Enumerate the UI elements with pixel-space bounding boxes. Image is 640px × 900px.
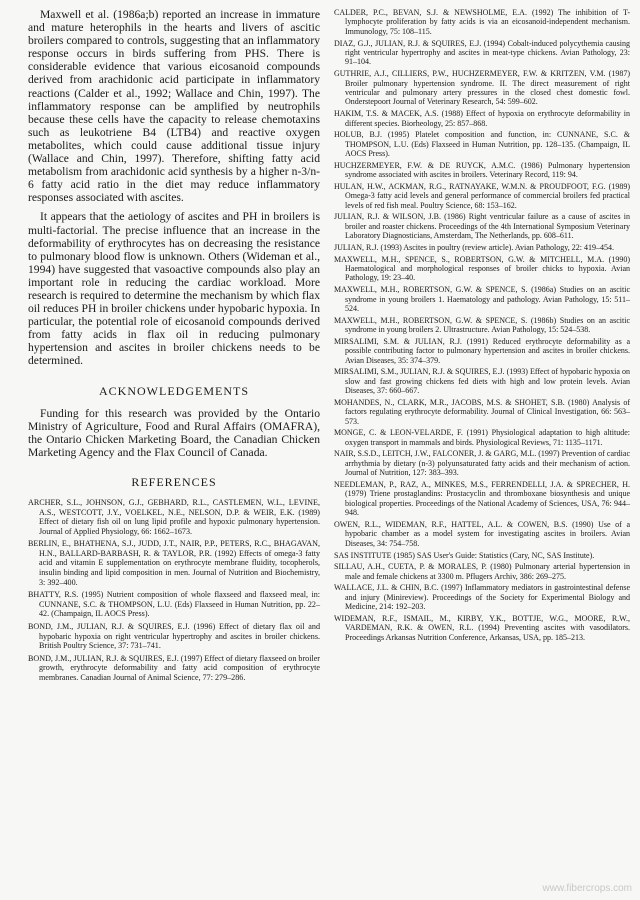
- reference-item: JULIAN, R.J. (1993) Ascites in poultry (review article). Avian Pathology, 22: 419–454.: [334, 242, 614, 252]
- body-paragraph-aetiology: It appears that the aetiology of ascites and PH in broilers is multi-factorial. The precise influence that an increase in the deformability of erythrocytes has on decreasing the resistance to pulmonary blood flow is unknown. Others (Wideman et al., 1994) have suggested that vasoactive compounds also play an important role in reducing the cardiac workload. More research is required to determine the mechanism by which flax oil reduces PH in broiler chickens under hypobaric hypoxia. In particular, the potential role of eicosanoid compounds derived from fatty acids in flax oil in reducing pulmonary hypertension and ascites in broiler chickens needs to be determined.: [28, 210, 320, 368]
- reference-item: BHATTY, R.S. (1995) Nutrient composition of whole flaxseed and flaxseed meal, in: CUNNANE, S.C. & THOMPSON, L.U. (Eds) Flaxseed in Human Nutrition, pp. 22–42. (Champaign, IL AOCS Press).: [28, 590, 320, 619]
- reference-item: BOND, J.M., JULIAN, R.J. & SQUIRES, E.J. (1997) Effect of dietary flaxseed on broiler growth, erythrocyte deformability and fatty acid composition of erythrocyte membranes. Canadian Journal of Animal Science, 77: 279–286.: [28, 653, 320, 682]
- right-column: [334, 8, 630, 644]
- reference-list-right: [334, 8, 630, 642]
- reference-item: CALDER, P.C., BEVAN, S.J. & NEWSHOLME, E.A. (1992) The inhibition of T-lymphocyte proliferation by fatty acids is via an eicosanoid-independent mechanism. Immunology, 75: 108–115.: [334, 8, 630, 36]
- reference-item: HAKIM, T.S. & MACEK, A.S. (1988) Effect of hypoxia on erythrocyte deformability in different species. Biorheology, 25: 857–868.: [334, 109, 630, 128]
- reference-item: SAS INSTITUTE (1985) SAS User's Guide: Statistics (Cary, NC, SAS Institute).: [334, 550, 595, 560]
- reference-item: HULAN, H.W., ACKMAN, R.G., RATNAYAKE, W.M.N. & PROUDFOOT, F.G. (1989) Omega-3 fatty acid levels and general performance of commercial broilers fed practical levels of red fish meal. Poultry Science, 68: 153–162.: [334, 181, 630, 210]
- reference-item: MAXWELL, M.H., ROBERTSON, G.W. & SPENCE, S. (1986b) Studies on an ascitic syndrome in young broilers 2. Ultrastructure. Avian Pathology, 15: 524–538.: [334, 315, 630, 335]
- reference-item: JULIAN, R.J. & WILSON, J.B. (1986) Right ventricular failure as a cause of ascites in broiler and roaster chickens. Proceedings of the 4th International Symposium Veterinary Laboratory Diagnosticians, Amsterdam, The Netherlands, pp. 608–611.: [334, 212, 630, 241]
- reference-item: DIAZ, G.J., JULIAN, R.J. & SQUIRES, E.J. (1994) Cobalt-induced polycythemia causing right ventricular hypertrophy and ascites in meat-type chickens. Avian Pathology, 23: 91–104.: [334, 38, 630, 67]
- site-watermark: www.fibercrops.com: [542, 883, 632, 894]
- acknowledgements-text: Funding for this research was provided by the Ontario Ministry of Agriculture, Food and Rural Affairs (OMAFRA), the Ontario Chicken Marketing Board, the Canadian Chicken Marketing Agency and the Flax Council of Canada.: [28, 406, 320, 459]
- reference-item: MONGE, C. & LEON-VELARDE, F. (1991) Physiological adaptation to high altitude: oxygen transport in mammals and birds. Physiological Reviews, 71: 1135–1171.: [334, 428, 630, 447]
- reference-item: HUCHZERMEYER, F.W. & DE RUYCK, A.M.C. (1986) Pulmonary hypertension syndrome associated with ascites in broilers. Veterinary Record, 119: 94.: [334, 160, 630, 180]
- reference-item: MIRSALIMI, S.M., JULIAN, R.J. & SQUIRES, E.J. (1993) Effect of hypobaric hypoxia on slow and fast growing chickens fed diets with high and low protein levels. Avian Diseases, 37: 660–667.: [334, 367, 630, 396]
- reference-item: SILLAU, A.H., CUETA, P. & MORALES, P. (1980) Pulmonary arterial hypertension in male and female chickens at 3300 m. Pflugers Archiv, 386: 269–275.: [334, 562, 630, 581]
- reference-item: MOHANDES, N., CLARK, M.R., JACOBS, M.S. & SHOHET, S.B. (1980) Analysis of factors regulating erythrocyte deformability. Journal of Clinical Investigation, 66: 563–573.: [334, 397, 630, 426]
- reference-item: HOLUB, B.J. (1995) Platelet composition and function, in: CUNNANE, S.C. & THOMPSON, L.U. (Eds) Flaxseed in Human Nutrition, pp. 128–135. (Champaign, IL AOCS Press).: [334, 130, 630, 159]
- reference-item: MAXWELL, M.H., ROBERTSON, G.W. & SPENCE, S. (1986a) Studies on an ascitic syndrome in young broilers 1. Haematology and pathology. Avian Pathology, 15: 511–524.: [334, 285, 630, 314]
- reference-item: BOND, J.M., JULIAN, R.J. & SQUIRES, E.J. (1996) Effect of dietary flax oil and hypobaric hypoxia on right ventricular hypertrophy and ascites in broiler chickens. British Poultry Science, 37: 731–741.: [28, 622, 320, 651]
- body-paragraph-inflammation: Maxwell et al. (1986a;b) reported an increase in immature and mature heterophils in the hearts and livers of ascitic broilers compared to controls, suggesting that an inflammatory response occurs in birds suffering from PHS. There is considerable evidence that various eicosanoid compounds derived from arachidonic acid participate in inflammatory reactions (Calder et al., 1992; Wallace and Chin, 1997). The inflammatory response can be amplified by neutrophils because these cells have the capacity to release chemotaxins such as leukotriene B4 (LTB4) and reactive oxygen metabolites, which could cause additional tissue injury (Wallace and Chin, 1997). Therefore, shifting fatty acid metabolism from arachidonic acid synthesis by a higher n-3/n-6 fatty acid ratio in the diet may reduce inflammatory responses associated with ascites.: [28, 8, 320, 205]
- reference-list-left: [28, 498, 320, 683]
- reference-item: NAIR, S.S.D., LEITCH, J.W., FALCONER, J. & GARG, M.L. (1997) Prevention of cardiac arrhythmia by dietary (n-3) polyunsaturated fatty acids and their mechanism of action. Journal of Nutrition, 127: 383–393.: [334, 449, 630, 478]
- acknowledgements-heading: ACKNOWLEDGEMENTS: [99, 383, 249, 398]
- reference-item: MAXWELL, M.H., SPENCE, S., ROBERTSON, G.W. & MITCHELL, M.A. (1990) Haematological and morphological responses of broiler chicks to hypoxia. Avian Pathology, 19: 23–40.: [334, 254, 630, 283]
- reference-item: WIDEMAN, R.F., ISMAIL, M., KIRBY, Y.K., BOTTJE, W.G., MOORE, R.W., VARDEMAN, R.K. & OWEN, R.L. (1994) Preventing ascites with vasodilators. Proceedings Arkansas Nutrition Conference, Arkansas, USA, pp. 185–213.: [334, 613, 630, 642]
- reference-item: WALLACE, J.L. & CHIN, B.C. (1997) Inflammatory mediators in gastrointestinal defense and injury (Minireview). Proceedings of the Society for Experimental Biology and Medicine, 214: 192–203.: [334, 583, 630, 612]
- reference-item: NEEDLEMAN, P., RAZ, A., MINKES, M.S., FERRENDELLI, J.A. & SPRECHER, H. (1979) Triene prostaglandins: Prostacyclin and thromboxane biosynthesis and unique biological properties. Proceedings of the National Academy of Sciences, USA, 76: 944–948.: [334, 480, 630, 518]
- reference-item: BERLIN, E., BHATHENA, S.J., JUDD, J.T., NAIR, P.P., PETERS, R.C., BHAGAVAN, H.N., BALLARD-BARBASH, R. & TAYLOR, P.R. (1992) Effects of omega-3 fatty acid and vitamin E supplementation on erythrocyte membrane fluidity, tocopherols, insulin binding and lipid composition in men. Journal of Nutrition and Biochemistry, 3: 392–400.: [28, 539, 320, 587]
- reference-item: ARCHER, S.L., JOHNSON, G.J., GEBHARD, R.L., CASTLEMEN, W.L., LEVINE, A.S., WESTCOTT, J.Y., VOELKEL, N.E., NELSON, D.P. & WEIR, E.K. (1989) Effect of dietary fish oil on lung lipid profile and hypoxic pulmonary hypertension. Journal of Applied Physiology, 66: 1662–1673.: [28, 497, 320, 536]
- reference-item: GUTHRIE, A.J., CILLIERS, P.W., HUCHZERMEYER, F.W. & KRITZEN, V.M. (1987) Broiler pulmonary hypertension syndrome. II. The direct measurement of right ventricular and pulmonary artery pressures in the closed chest domestic fowl. Onderstepoort Journal of Veterinary Research, 54: 599–602.: [334, 69, 630, 107]
- left-column: [28, 8, 320, 686]
- reference-item: OWEN, R.L., WIDEMAN, R.F., HATTEL, A.L. & COWEN, B.S. (1990) Use of a hypobaric chamber as a model system for investigating ascites in broilers. Avian Diseases, 34: 754–758.: [334, 520, 630, 548]
- reference-item: MIRSALIMI, S.M. & JULIAN, R.J. (1991) Reduced erythrocyte deformability as a possible contributing factor to pulmonary hypertension and ascites in broiler chickens. Avian Diseases, 35: 374–379.: [334, 336, 630, 365]
- references-heading: REFERENCES: [131, 474, 217, 489]
